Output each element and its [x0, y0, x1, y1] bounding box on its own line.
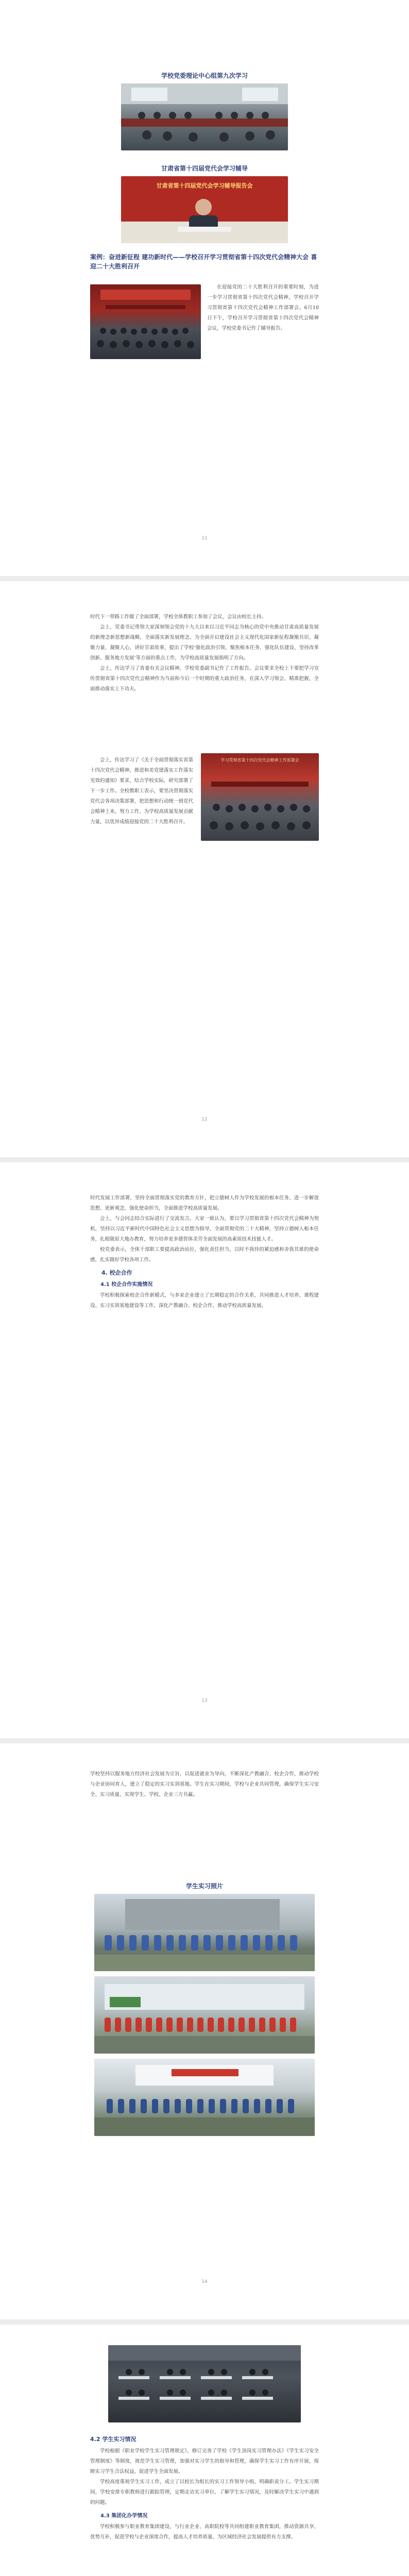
section-heading: 4. 校企合作	[101, 1269, 132, 1276]
page-number: 13	[201, 1698, 208, 1703]
page4-body	[90, 1769, 319, 1800]
paragraph: 学校积极参与职业教育集团建设，与行业企业、高职院校等共同组建职业教育集团，推动资源共享、优势互补，促进学校与企业深度合作，提高人才培养质量，为区域经济社会发展提供有力支撑。	[90, 2524, 319, 2540]
training-photo	[108, 2345, 301, 2422]
meeting-photo-1	[121, 83, 288, 150]
conference-photo	[90, 284, 201, 359]
page2-body-left	[90, 755, 193, 827]
case-paragraph: 在迎接党的二十大胜利召开的重要时刻，为进一步学习贯彻省第十四次党代会精神，学校召开学习贯彻省第十四次党代会精神工作部署会。6月10日下午，学校召开学习贯彻省第十四次党代会精神会议，学校党委书记作了辅导报告。	[207, 284, 319, 331]
document-page-3	[0, 1162, 409, 1738]
paragraph: 会上，党委书记带领大家深刻领会党的十九大以来以习近平同志为核心的党中央推动甘肃高质量发展的新理念新思想新战略，全面落实新发展理念，为全面开启建设社会主义现代化国家新征程凝聚共识、凝聚力量、凝聚人心，讲好甘肃故事，提出了学校‘强化政治引领、聚焦根本任务、强化队伍建设、坚持改革创新、服务地方发展’等方面的重点工作，为学校高质量发展指明了方向。	[90, 624, 319, 661]
paragraph: 会上，传达学习了《关于全面贯彻落实省第十四次党代会精神，推进和美党建落实工作落实见效的通知》要求，结合学校实际，研究部署了下一步工作。全校教职工表示，要坚决贯彻落实党代会各项决策部署，把思想和行动统一到党代会精神上来，努力工作，为学校高质量发展贡献力量，以优异成绩迎接党的二十大胜利召开。	[90, 757, 193, 825]
paragraph: 学校高度重视学生实习工作，成立了以校长为组长的实习工作领导小组，明确职责分工。学生实习期间，学校安排专职教师进行跟踪管理，定期走访实习单位，了解学生实习情况，及时解决学生实习中遇到的问题。	[90, 2479, 319, 2505]
subsection-heading: 4.1 校企合作实施情况	[100, 1282, 153, 1287]
page-number: 12	[201, 1117, 208, 1122]
photo-caption-2: 甘肃省第十四届党代会学习辅导	[161, 165, 248, 172]
meeting-room-illustration	[201, 753, 319, 841]
photo-caption: 学生实习照片	[185, 1883, 223, 1890]
page2-body-top	[90, 612, 319, 694]
students-group-illustration	[94, 1976, 315, 2054]
photo-banner-text: 甘肃省第十四届党代会学习辅导报告会	[156, 182, 253, 189]
meeting-photo-2	[201, 753, 319, 841]
classroom-illustration	[108, 2345, 301, 2422]
subsection-heading: 4.3 集团化办学情况	[100, 2513, 148, 2519]
page-number: 14	[201, 2279, 208, 2284]
meeting-room-illustration	[121, 83, 288, 150]
conference-hall-illustration	[90, 284, 201, 359]
document-page-2	[0, 581, 409, 1157]
document-page-4	[0, 1743, 409, 2319]
page5-body	[90, 2432, 319, 2543]
speaker-illustration	[121, 176, 288, 243]
page-number: 11	[201, 536, 208, 541]
paragraph: 会上，与会同志结合实际进行了交流发言。大家一致认为，要以学习贯彻省第十四次党代会精神为契机，坚持以习近平新时代中国特色社会主义思想为指导，全面贯彻党的二十大精神，坚持立德树人根本任务，扎根陇原大地办教育，努力培养更多德智体美劳全面发展的高素质技术技能人才。	[90, 1216, 319, 1242]
paragraph: 学校坚持以服务地方经济社会发展为宗旨，以促进就业为导向，不断深化产教融合、校企合作，推动学校与企业协同育人，建立了稳定的实习实训基地。学生在实习期间，学校与企业共同管理，确保学生实习安全、实习质量，实现学生、学校、企业三方共赢。	[90, 1771, 319, 1798]
photo-caption-1: 学校党委理论中心组第九次学习	[161, 72, 248, 79]
document-page-1	[0, 0, 409, 576]
paragraph: 时代发展工作部署，坚持全面贯彻落实党的教育方针，把立德树人作为学校发展的根本任务，进一步解放思想、更新观念，强化使命担当，全面推进学校高质量发展。	[90, 1195, 319, 1211]
students-ceremony-illustration	[94, 2059, 315, 2136]
paragraph: 学校根据《职业学校学生实习管理规定》，修订完善了学校《学生顶岗实习管理办法》《学生实习安全管理制度》等制度，规范学生实习管理，加强对实习学生的指导和管理，确保学生实习工作有序开展，保障实习学生合法权益，促进学生全面发展。	[90, 2448, 319, 2475]
paragraph: 校党委表示，全体干部职工要提高政治站位，强化责任担当，以时不我待的紧迫感和舍我其谁的使命感，扎实做好学校各项工作。	[90, 1247, 319, 1263]
subsection-heading: 4.2 学生实习情况	[90, 2436, 137, 2443]
page3-body	[90, 1193, 319, 1311]
photo-banner-text: 学习贯彻省第十四次党代会精神工作部署会	[220, 758, 299, 762]
paragraph: 会上，传达学习了省委有关会议精神，学校党委副书记作了工作报告。会议要求全校上下要把学习宣传贯彻省第十四次党代会精神作为当前和今后一个时期的重大政治任务，在深入学习领会、精准把握，全面推动落实上下功夫。	[90, 666, 319, 692]
lecture-photo	[121, 176, 288, 243]
paragraph: 时代下一带路工作做了全面部署，学校全体教职工参加了会议，会议由校长主持。	[90, 614, 267, 620]
student-photo-1	[94, 1894, 315, 1971]
document-page-5	[0, 2325, 409, 2576]
students-outdoor-illustration	[94, 1894, 315, 1971]
case-title: 案例：奋进新征程 建功新时代——学校召开学习贯彻省第十四次党代会精神大会 喜迎二十大胜利召开	[90, 253, 317, 270]
paragraph: 学校积极探索校企合作新模式，与多家企业建立了长期稳定的合作关系，共同推进人才培养、课程建设、实习实训基地建设等工作，深化产教融合、校企合作，推动学校高质量发展。	[90, 1293, 319, 1309]
student-photo-2	[94, 1976, 315, 2054]
student-photo-3	[94, 2059, 315, 2136]
